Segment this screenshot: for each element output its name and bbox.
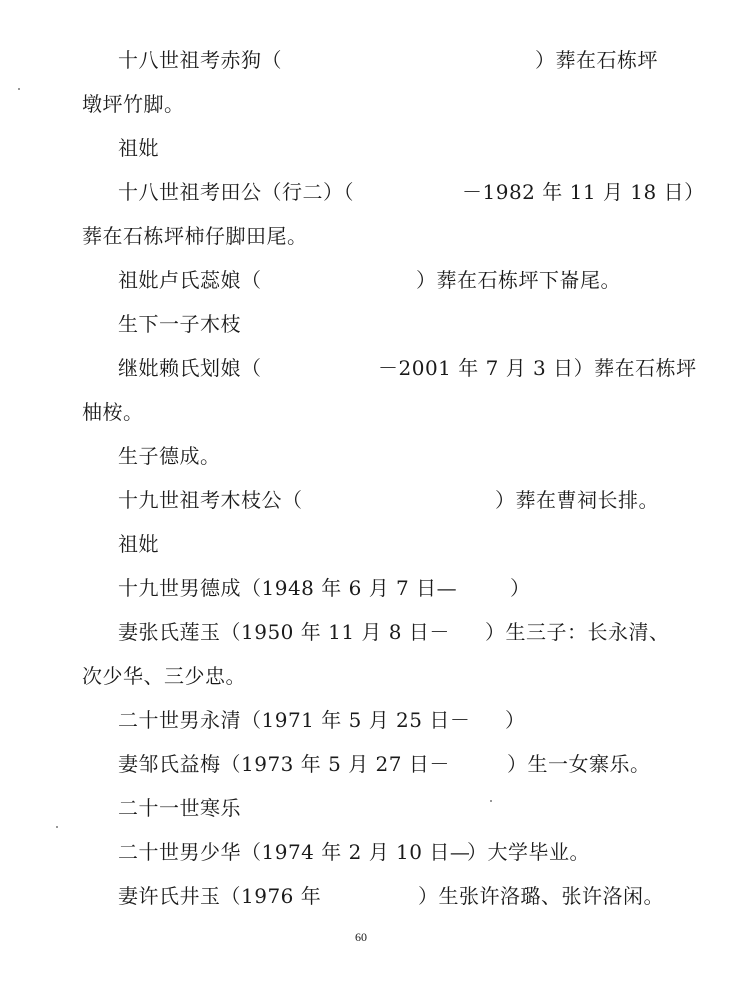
text-line bbox=[510, 575, 531, 601]
text-line bbox=[535, 47, 658, 73]
text-line bbox=[118, 47, 282, 73]
text-line bbox=[507, 751, 651, 777]
text-line bbox=[467, 839, 590, 865]
text-line bbox=[118, 179, 354, 205]
text-segment: 十八世祖考赤狗（ bbox=[118, 48, 282, 72]
text-segment: 妻邹氏益梅（1973 年 5 月 27 日－ bbox=[118, 752, 450, 776]
text-line bbox=[495, 487, 659, 513]
text-segment: ）葬在石栋坪 bbox=[535, 48, 658, 72]
text-line bbox=[82, 399, 144, 425]
text-segment: 祖妣卢氏蕊娘（ bbox=[118, 268, 262, 292]
text-segment: ）葬在曹祠长排。 bbox=[495, 488, 659, 512]
text-segment: 二十世男少华（1974 年 2 月 10 日— bbox=[118, 840, 471, 864]
text-line bbox=[82, 91, 185, 117]
text-line bbox=[418, 883, 664, 909]
text-segment: ） bbox=[510, 576, 531, 600]
text-segment: 祖妣 bbox=[118, 532, 159, 556]
text-line bbox=[118, 135, 159, 161]
text-segment: 生子德成。 bbox=[118, 444, 221, 468]
text-line bbox=[118, 531, 159, 557]
text-segment: ） bbox=[505, 708, 526, 732]
text-segment: －2001 年 7 月 3 日）葬在石栋坪 bbox=[378, 356, 697, 380]
text-segment: 生下一子木枝 bbox=[118, 312, 241, 336]
text-line bbox=[378, 355, 697, 381]
text-segment: 次少华、三少忠。 bbox=[82, 664, 246, 688]
scan-speck bbox=[56, 826, 58, 828]
text-segment: －1982 年 11 月 18 日） bbox=[462, 180, 705, 204]
text-line bbox=[118, 839, 470, 865]
text-line bbox=[118, 883, 321, 909]
text-line bbox=[462, 179, 705, 205]
text-segment: 二十一世寒乐 bbox=[118, 796, 241, 820]
scan-speck bbox=[490, 800, 492, 802]
text-segment: 祖妣 bbox=[118, 136, 159, 160]
text-line bbox=[82, 223, 308, 249]
text-segment: ）生张许洛璐、张许洛闲。 bbox=[418, 884, 664, 908]
text-line bbox=[118, 311, 241, 337]
text-segment: 十九世祖考木枝公（ bbox=[118, 488, 303, 512]
text-segment: 继妣赖氏划娘（ bbox=[118, 356, 262, 380]
text-segment: 二十世男永清（1971 年 5 月 25 日－ bbox=[118, 708, 471, 732]
text-line bbox=[118, 751, 450, 777]
text-segment: ）葬在石栋坪下崙尾。 bbox=[416, 268, 621, 292]
text-line bbox=[118, 619, 450, 645]
text-segment: 十九世男德成（1948 年 6 月 7 日— bbox=[118, 576, 458, 600]
text-segment: ）生三子：长永清、 bbox=[485, 620, 670, 644]
text-line bbox=[82, 663, 246, 689]
text-segment: 墩坪竹脚。 bbox=[82, 92, 185, 116]
text-segment: 柚桉。 bbox=[82, 400, 144, 424]
text-segment: ）大学毕业。 bbox=[467, 840, 590, 864]
text-line bbox=[118, 267, 262, 293]
text-line bbox=[118, 355, 262, 381]
page-number: 60 bbox=[355, 930, 367, 944]
text-line bbox=[118, 487, 303, 513]
text-segment: 十八世祖考田公（行二）（ bbox=[118, 180, 354, 204]
text-segment: 妻许氏井玉（1976 年 bbox=[118, 884, 322, 908]
text-segment: 葬在石栋坪柿仔脚田尾。 bbox=[82, 224, 308, 248]
text-segment: 妻张氏莲玉（1950 年 11 月 8 日－ bbox=[118, 620, 450, 644]
text-line bbox=[505, 707, 526, 733]
scan-speck bbox=[18, 88, 20, 90]
text-line bbox=[416, 267, 621, 293]
text-line bbox=[485, 619, 670, 645]
text-line bbox=[118, 443, 221, 469]
text-line bbox=[118, 575, 457, 601]
text-line bbox=[118, 707, 470, 733]
text-line bbox=[118, 795, 241, 821]
text-segment: ）生一女寨乐。 bbox=[507, 752, 651, 776]
